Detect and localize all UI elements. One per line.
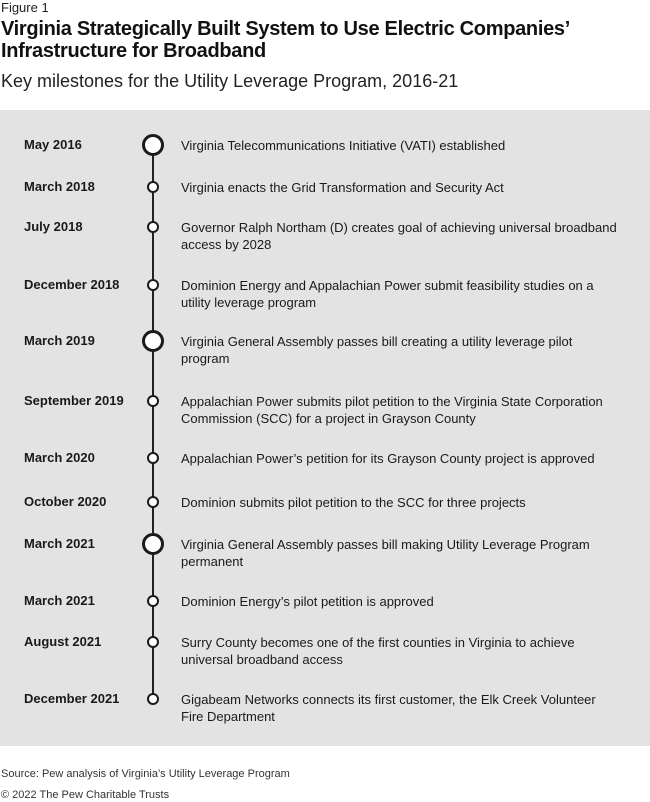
event-date: October 2020 [24,494,107,509]
chart-title: Virginia Strategically Built System to Use Electric Companies’ Infrastructure for Broadband [1,18,569,62]
event-date: December 2021 [24,691,120,706]
timeline-marker [147,496,159,508]
event-date: March 2018 [24,179,95,194]
chart-subtitle: Key milestones for the Utility Leverage Program, 2016-21 [1,71,459,91]
event-description: Virginia Telecommunications Initiative (VATI) established [181,138,506,153]
source-note: Source: Pew analysis of Virginia’s Utility Leverage Program [1,768,290,780]
event-date: July 2018 [24,219,83,234]
timeline-marker-major [142,330,164,352]
event-date: March 2021 [24,593,95,608]
event-description: Virginia enacts the Grid Transformation and Security Act [181,180,504,195]
event-description: Virginia General Assembly passes bill making Utility Leverage Program permanent [181,537,590,569]
event-date: March 2019 [24,333,95,348]
figure-label: Figure 1 [1,0,49,15]
event-description: Appalachian Power submits pilot petition to the Virginia State Corporation Commission (SCC) for a project in Grayson County [181,394,603,426]
timeline-marker [147,395,159,407]
event-date: March 2020 [24,450,95,465]
event-description: Surry County becomes one of the first counties in Virginia to achieve universal broadband access [181,635,575,667]
event-description: Virginia General Assembly passes bill creating a utility leverage pilot program [181,334,573,366]
event-description: Dominion submits pilot petition to the SCC for three projects [181,495,526,510]
event-date: August 2021 [24,634,102,649]
timeline-marker [147,636,159,648]
event-description: Governor Ralph Northam (D) creates goal of achieving universal broadband access by 2028 [181,220,617,252]
event-date: December 2018 [24,277,120,292]
event-date: September 2019 [24,393,124,408]
event-description: Appalachian Power’s petition for its Grayson County project is approved [181,451,595,466]
timeline-marker [147,279,159,291]
timeline-marker [147,595,159,607]
event-date: May 2016 [24,137,82,152]
timeline-marker-major [142,134,164,156]
timeline-marker [147,693,159,705]
event-date: March 2021 [24,536,95,551]
event-description: Dominion Energy’s pilot petition is approved [181,594,434,609]
timeline-marker [147,221,159,233]
copyright-note: © 2022 The Pew Charitable Trusts [1,789,170,801]
timeline-marker [147,181,159,193]
event-description: Gigabeam Networks connects its first customer, the Elk Creek Volunteer Fire Department [181,692,596,724]
timeline-marker [147,452,159,464]
event-description: Dominion Energy and Appalachian Power submit feasibility studies on a utility leverage program [181,278,594,310]
timeline-marker-major [142,533,164,555]
